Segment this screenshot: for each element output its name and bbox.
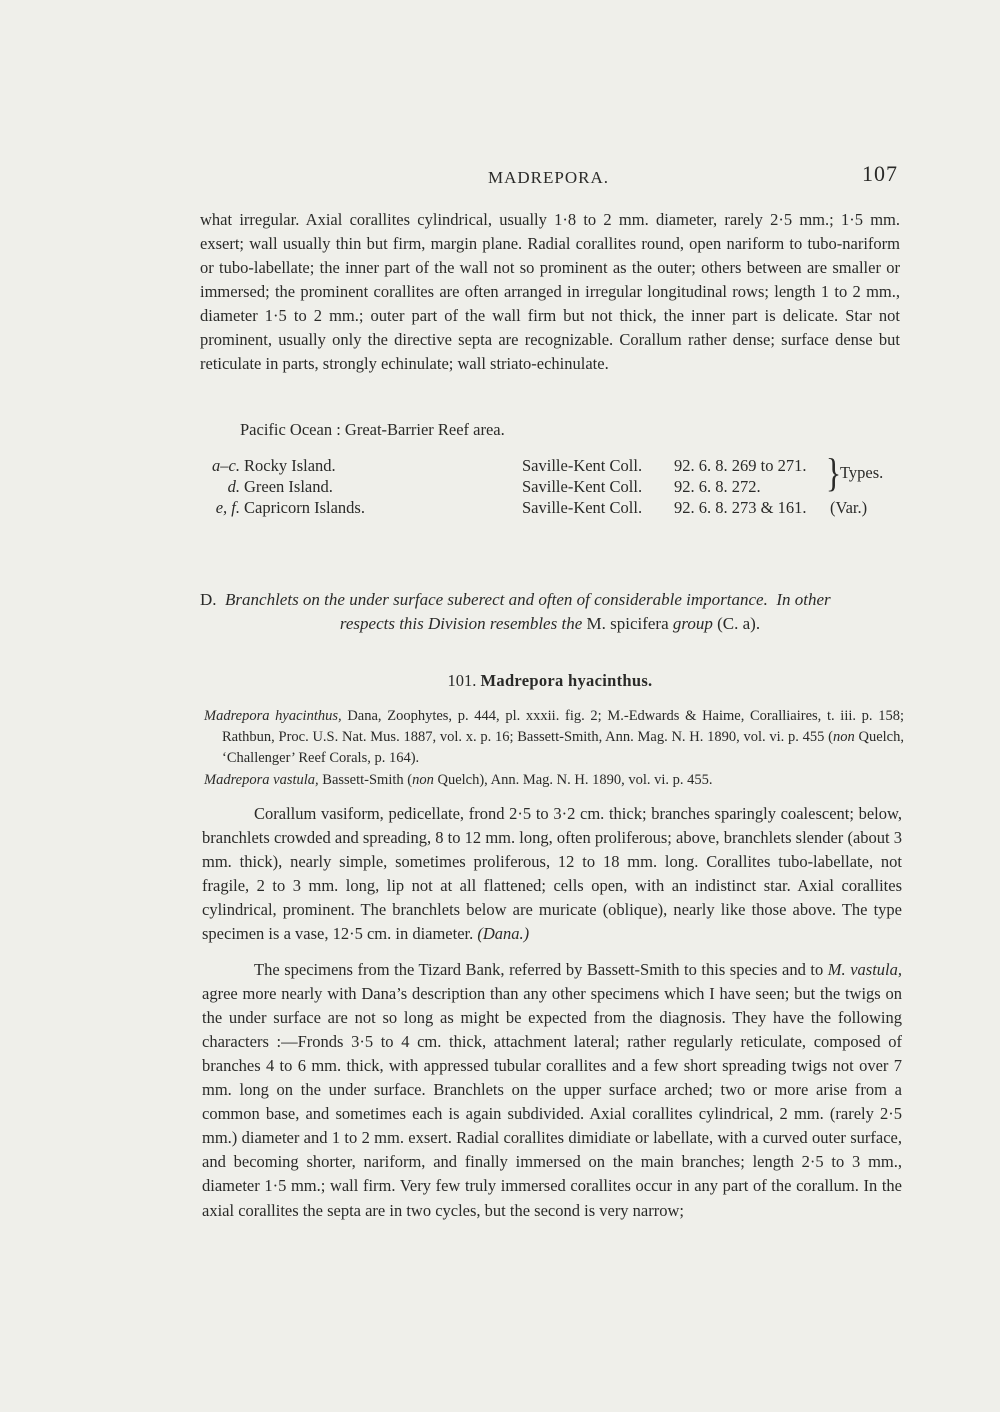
specimen-locality: Rocky Island.: [244, 456, 336, 475]
division-line-1: [200, 588, 900, 612]
division-text-2b: group: [672, 614, 713, 633]
specimen-row: [196, 456, 916, 478]
types-label: Types.: [840, 463, 884, 482]
species-name: Madrepora hyacinthus.: [480, 671, 653, 690]
synonym-citation-tail: Quelch, ‘Challenger’ Reef Corals, p. 164).: [222, 729, 904, 766]
division-line-2: [200, 612, 900, 636]
species-heading: [200, 671, 900, 691]
division-text-2a: respects this Division resembles the: [339, 614, 583, 633]
specimen-number: 92. 6. 8. 272.: [674, 477, 761, 496]
synonymy-list: [204, 706, 904, 791]
running-title: MADREPORA.: [488, 168, 609, 187]
division-text-1: Branchlets on the under surface suberect and often of considerable importance.: [225, 590, 768, 609]
description-paragraph: [202, 802, 902, 947]
synonym-entry: [204, 706, 904, 769]
remarks-taxon: M. vastula,: [827, 959, 902, 979]
specimen-number: 92. 6. 8. 269 to 271.: [674, 456, 807, 475]
types-brace: }: [825, 450, 842, 495]
synonym-citation: Dana, Zoophytes, p. 444, pl. xxxii. fig. 2; M.-Edwards & Haime, Coralliaires, t. iii. p. 158; Rathbun, Proc. U.S. Nat. Mus. 1887, vol. x. p. 16; Bassett-Smith, Ann. Mag. N. H. 1890, vol. vi. p. 455 (: [222, 708, 904, 745]
page-number: 107: [862, 161, 898, 186]
synonym-non: non: [412, 772, 434, 788]
specimen-collection: Saville-Kent Coll.: [522, 498, 643, 517]
division-text-2c: (C. a).: [717, 614, 761, 633]
synonym-citation: Bassett-Smith (: [318, 772, 413, 788]
paragraph: what irregular. Axial corallites cylindrical, usually 1·8 to 2 mm. diameter, rarely 2·5 mm.; 1·5 mm. exsert; wall usually thin but firm, margin plane. Radial corallites round, open nariform to tubo-nariform or tubo-labellate; the inner part of the wall not so prominent as the outer; others between are smaller or immersed; the prominent corallites are often arranged in irregular longitudinal rows; length 1 to 2 mm., diameter 1·5 to 2 mm.; outer part of the wall firm but not thick, the inner part is delicate. Star not prominent, usually only the directive septa are recognizable. Corallum rather dense; surface dense but reticulate in parts, strongly echinulate; wall striato-echinulate.: [200, 210, 900, 373]
synonym-citation-tail: Quelch), Ann. Mag. N. H. 1890, vol. vi. p. 455.: [433, 772, 713, 788]
locality-line: Pacific Ocean : Great-Barrier Reef area.: [240, 420, 505, 439]
description-citation: (Dana.): [477, 924, 530, 944]
synonym-entry: [204, 770, 904, 791]
division-heading: [200, 588, 900, 636]
remarks-text-a: The specimens from the Tizard Bank, referred by Bassett-Smith to this species and to: [254, 959, 824, 979]
species-number: 101.: [447, 671, 477, 690]
division-text-1-tail: In other: [776, 590, 831, 609]
synonym-non: non: [833, 729, 855, 745]
specimen-note: (Var.): [830, 498, 868, 517]
division-letter: D.: [200, 590, 217, 609]
remarks-paragraph: [202, 958, 902, 1223]
specimen-label: d.: [227, 477, 240, 496]
specimen-label: a–c.: [212, 456, 240, 475]
specimen-number: 92. 6. 8. 273 & 161.: [674, 498, 807, 517]
specimen-collection: Saville-Kent Coll.: [522, 456, 643, 475]
specimen-locality: Green Island.: [244, 477, 333, 496]
specimen-label: e, f.: [215, 498, 240, 517]
remarks-text-b: agree more nearly with Dana’s description than any other specimens which I have seen; but the twigs on the under surface are not so long as might be expected from the diagnosis. They have the following characters :—Fronds 3·5 to 4 cm. thick, attachment lateral; rather regularly reticulate, composed of branches 4 to 6 mm. thick, with appressed tubular corallites and a few short spreading twigs not over 7 mm. long on the under surface. Branchlets on the upper surface arched; two or more arise from a common base, and sometimes each is again subdivided. Axial corallites cylindrical, 2 mm. (rarely 2·5 mm.) diameter and 1 to 2 mm. exsert. Radial corallites dimidiate or labellate, with a curved outer surface, and becoming shorter, nariform, and finally immersed on the main branches; length 2·5 to 3 mm., diameter 1·5 mm.; wall firm. Very few truly immersed corallites occur in any part of the corallum. In the axial corallites the septa are in two cycles, but the second is very narrow;: [202, 983, 902, 1220]
description-text: Corallum vasiform, pedicellate, frond 2·5 to 3·2 cm. thick; branches sparingly coalescent; below, branchlets crowded and spreading, 8 to 12 mm. long, often proliferous; above, branchlets slender (about 3 mm. thick), nearly simple, sometimes proliferous, 12 to 18 mm. long. Corallites tubo-labellate, not fragile, 2 to 3 mm. long, lip not at all flattened; cells open, with an indistinct star. Axial corallites cylindrical, prominent. The branchlets below are muricate (oblique), nearly like those above. The type specimen is a vase, 12·5 cm. in diameter.: [202, 804, 902, 944]
continued-description: [200, 208, 900, 376]
specimen-row: [196, 477, 916, 499]
division-species: M. spicifera: [586, 614, 669, 633]
specimen-locality: Capricorn Islands.: [244, 498, 365, 517]
synonym-taxon: Madrepora vastula,: [204, 772, 319, 788]
species-description: [202, 802, 902, 1223]
synonym-taxon: Madrepora hyacinthus,: [204, 708, 342, 724]
specimen-row: [196, 498, 916, 520]
specimen-collection: Saville-Kent Coll.: [522, 477, 643, 496]
